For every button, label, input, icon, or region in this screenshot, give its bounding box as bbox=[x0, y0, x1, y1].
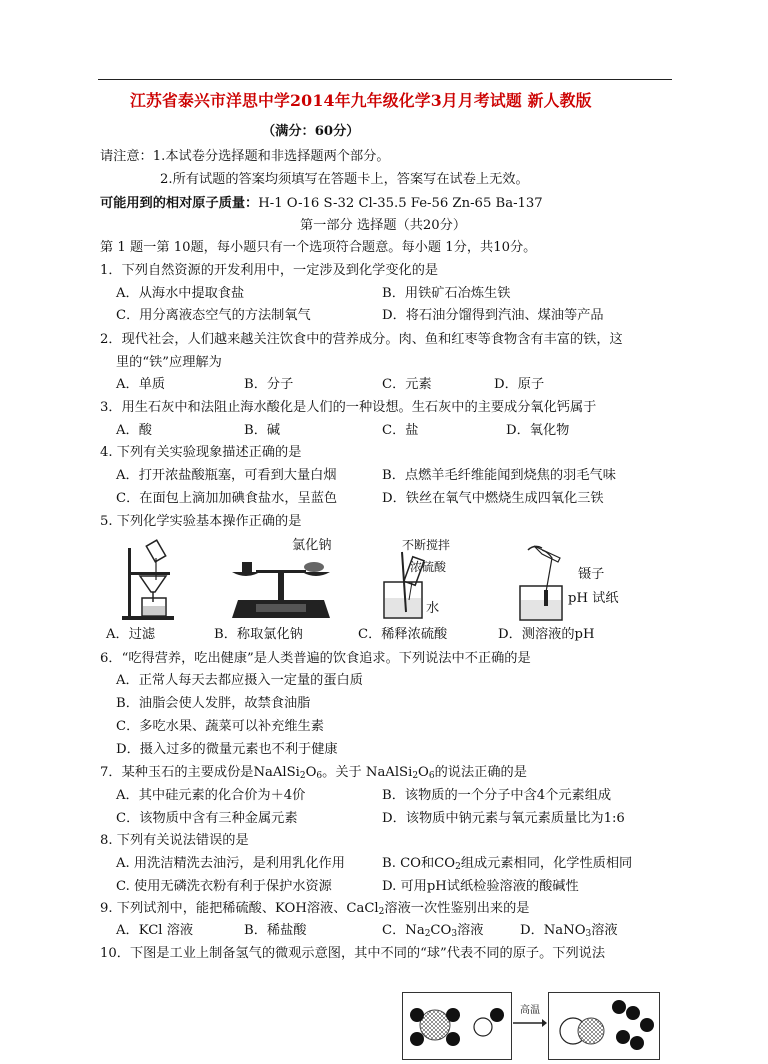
part1-intro: 第 1 题一第 10题，每小题只有一个选项符合题意。每小题 1分，共10分。 bbox=[100, 240, 537, 255]
q9-option-d-pre: D．NaNO bbox=[520, 923, 586, 938]
q7-formula-2-sub1: 2 bbox=[412, 771, 419, 781]
atomic-mass-line bbox=[100, 195, 543, 213]
q7-formula-1-main: NaAlSi bbox=[253, 765, 300, 780]
q9-option-c-mid: CO bbox=[430, 923, 452, 938]
fig-label-ph: pH 试纸 bbox=[568, 591, 619, 606]
q4-option-d: D．铁丝在氧气中燃烧生成四氧化三铁 bbox=[382, 491, 604, 506]
q8-option-d: D. 可用pH试纸检验溶液的酸碱性 bbox=[382, 879, 579, 894]
q1-stem: 1．下列自然资源的开发利用中，一定涉及到化学变化的是 bbox=[100, 263, 439, 278]
reaction-arrow bbox=[512, 1018, 548, 1028]
reactants-box bbox=[402, 992, 512, 1060]
q3-stem: 3．用生石灰中和法阻止海水酸化是人们的一种设想。生石灰中的主要成分氧化钙属于 bbox=[100, 400, 597, 415]
q9-stem-pre: 9. 下列试剂中，能把稀硫酸、KOH溶液、CaCl bbox=[100, 901, 379, 916]
q10-stem: 10．下图是工业上制备氢气的微观示意图，其中不同的“球”代表不同的原子。下列说法 bbox=[100, 946, 606, 961]
q9-stem-post: 溶液一次性鉴别出来的是 bbox=[384, 901, 530, 916]
q6-option-d: D．摄入过多的微量元素也不利于健康 bbox=[116, 742, 338, 757]
q3-option-c: C．盐 bbox=[382, 423, 419, 438]
q9-option-c-pre: C．Na bbox=[382, 923, 425, 938]
fig-label-stir: 不断搅拌 bbox=[402, 538, 451, 552]
score-note: （满分：60分） bbox=[262, 124, 360, 139]
q1-option-d: D．将石油分馏得到汽油、煤油等产品 bbox=[382, 308, 604, 323]
q7-stem-post: 的说法正确的是 bbox=[434, 765, 527, 780]
q9-stem-sub: 2 bbox=[378, 907, 385, 917]
q6-option-a: A．正常人每天去都应摄入一定量的蛋白质 bbox=[116, 673, 363, 688]
q7-option-d: D．该物质中钠元素与氧元素质量比为1:6 bbox=[382, 811, 625, 826]
q3-option-b: B．碱 bbox=[244, 423, 281, 438]
q9-option-c-post: 溶液 bbox=[457, 923, 484, 938]
q9-option-b: B．稀盐酸 bbox=[244, 923, 307, 938]
q7-option-b: B．该物质的一个分子中含4个元素组成 bbox=[382, 788, 612, 803]
q8-option-b-post: 组成元素相同，化学性质相同 bbox=[460, 856, 633, 871]
q8-option-b-pre: B. CO和CO bbox=[382, 856, 456, 871]
q8-option-b bbox=[382, 855, 632, 873]
q5-option-d: D．测溶液的pH bbox=[498, 627, 595, 642]
balance-figure bbox=[226, 548, 336, 620]
page-title: 江苏省泰兴市洋思中学2014年九年级化学3月月考试题 新人教版 bbox=[130, 91, 592, 110]
q7-formula-2-main: NaAlSi bbox=[365, 765, 413, 780]
q7-formula-1-o: O bbox=[305, 765, 317, 780]
q7-formula-1-sub2: 6 bbox=[316, 771, 323, 781]
q8-option-b-sub: 2 bbox=[455, 862, 461, 872]
q9-option-a: A．KCl 溶液 bbox=[116, 923, 194, 938]
q9-option-c-sub2: 3 bbox=[451, 929, 458, 939]
q3-option-a: A．酸 bbox=[116, 423, 152, 438]
q5-stem: 5. 下列化学实验基本操作正确的是 bbox=[100, 514, 302, 529]
q8-option-a: A. 用洗洁精洗去油污，是利用乳化作用 bbox=[116, 856, 345, 871]
q2-option-b: B．分子 bbox=[244, 377, 294, 392]
atomic-mass-values: H-1 O-16 S-32 Cl-35.5 Fe-56 Zn-65 Ba-137 bbox=[258, 196, 543, 211]
q1-option-a: A．从海水中提取食盐 bbox=[116, 286, 245, 301]
reaction-condition-label: 高温 bbox=[520, 1005, 540, 1016]
fig-label-acid: 浓硫酸 bbox=[410, 560, 447, 574]
fig-label-tweezers: 镊子 bbox=[578, 567, 605, 582]
q1-option-c: C．用分离液态空气的方法制氧气 bbox=[116, 308, 311, 323]
q9-stem bbox=[100, 900, 529, 918]
q7-formula-2-sub2: 6 bbox=[428, 771, 435, 781]
q4-option-b: B．点燃羊毛纤维能闻到烧焦的羽毛气味 bbox=[382, 468, 616, 483]
q7-stem-pre: 7．某种玉石的主要成份是 bbox=[100, 765, 254, 780]
q7-formula-2-o: O bbox=[418, 765, 429, 780]
ph-test-figure bbox=[512, 544, 582, 622]
q2-option-c: C．元素 bbox=[382, 377, 432, 392]
q5-option-b: B．称取氯化钠 bbox=[214, 627, 303, 642]
q7-stem-mid: 。关于 bbox=[322, 765, 366, 780]
header-rule bbox=[98, 79, 672, 80]
fig-label-nacl: 氯化钠 bbox=[292, 538, 332, 553]
q9-option-d-post: 溶液 bbox=[591, 923, 618, 938]
filtration-figure bbox=[114, 536, 194, 622]
q1-option-b: B．用铁矿石冶炼生铁 bbox=[382, 286, 511, 301]
q4-option-c: C．在面包上滴加加碘食盐水，呈蓝色 bbox=[116, 491, 338, 506]
q2-stem-line-2: 里的“铁”应理解为 bbox=[116, 355, 222, 370]
q3-option-d: D．氧化物 bbox=[506, 423, 570, 438]
q2-option-d: D．原子 bbox=[494, 377, 545, 392]
atomic-mass-label: 可能用到的相对原子质量： bbox=[100, 196, 259, 211]
q2-stem-line-1: 2．现代社会，人们越来越关注饮食中的营养成分。肉、鱼和红枣等食物含有丰富的铁，这 bbox=[100, 332, 623, 347]
q8-option-c: C. 使用无磷洗衣粉有利于保护水资源 bbox=[116, 879, 332, 894]
q6-stem: 6．“吃得营养，吃出健康”是人类普遍的饮食追求。下列说法中不正确的是 bbox=[100, 651, 531, 666]
q6-option-b: B．油脂会使人发胖，故禁食油脂 bbox=[116, 696, 311, 711]
q9-option-d bbox=[520, 922, 618, 940]
q6-option-c: C．多吃水果、蔬菜可以补充维生素 bbox=[116, 719, 324, 734]
q7-option-c: C．该物质中含有三种金属元素 bbox=[116, 811, 298, 826]
q5-option-a: A．过滤 bbox=[106, 627, 156, 642]
q7-formula-1-sub1: 2 bbox=[299, 771, 306, 781]
q5-option-c: C．稀释浓硫酸 bbox=[358, 627, 448, 642]
products-box bbox=[548, 992, 660, 1060]
q7-stem bbox=[100, 764, 527, 782]
notice-line-2: 2.所有试题的答案均须填写在答题卡上，答案写在试卷上无效。 bbox=[160, 172, 529, 187]
q4-stem: 4. 下列有关实验现象描述正确的是 bbox=[100, 445, 302, 460]
q4-option-a: A．打开浓盐酸瓶塞，可看到大量白烟 bbox=[116, 468, 337, 483]
q2-option-a: A．单质 bbox=[116, 377, 166, 392]
q9-option-c bbox=[382, 922, 483, 940]
notice-line-1: 请注意：1.本试卷分选择题和非选择题两个部分。 bbox=[100, 149, 390, 164]
q8-stem: 8. 下列有关说法错误的是 bbox=[100, 833, 249, 848]
part1-heading: 第一部分 选择题（共20分） bbox=[300, 218, 467, 233]
q9-option-d-sub: 3 bbox=[585, 929, 592, 939]
q9-option-c-sub1: 2 bbox=[424, 929, 431, 939]
fig-label-water: 水 bbox=[426, 601, 440, 616]
q7-option-a: A．其中硅元素的化合价为＋4价 bbox=[116, 788, 306, 803]
